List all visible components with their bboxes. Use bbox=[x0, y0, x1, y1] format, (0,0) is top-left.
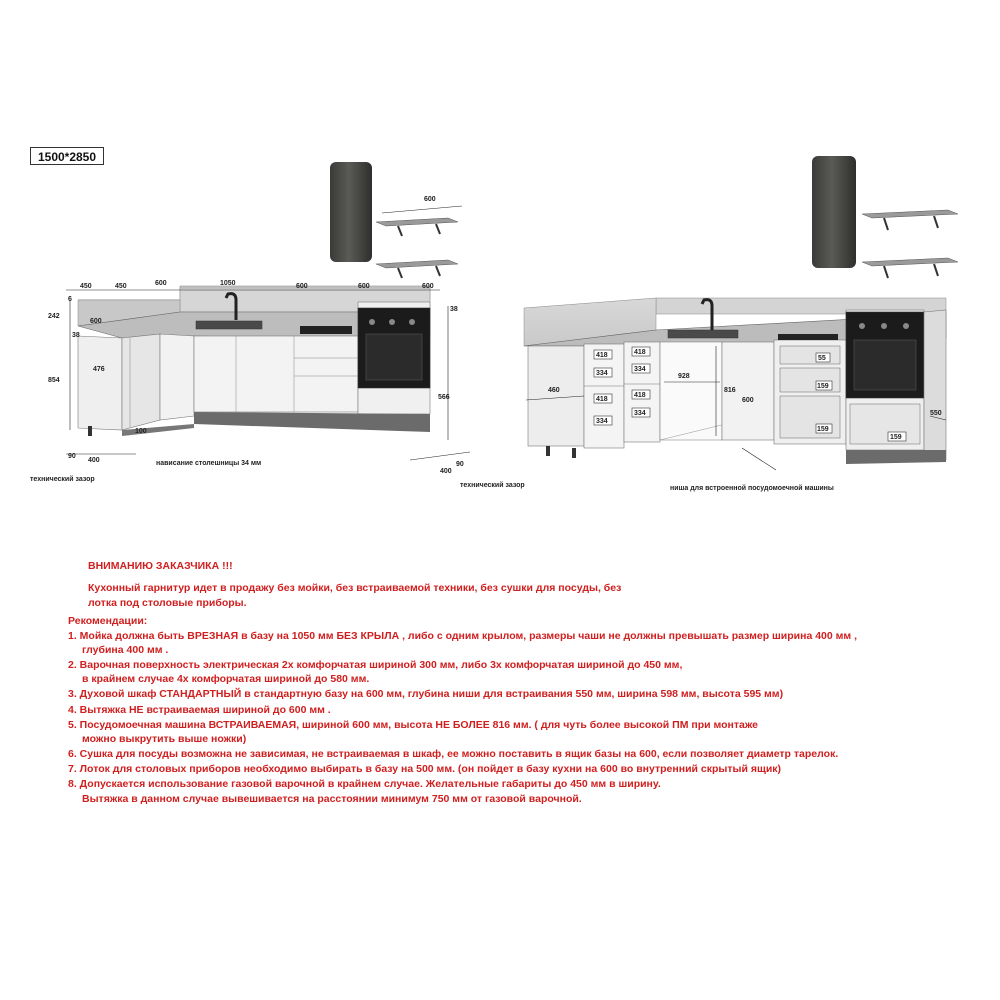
dim-side: 100 bbox=[135, 428, 147, 435]
range-hood bbox=[812, 156, 856, 268]
dim-left-depth: 460 bbox=[548, 387, 560, 394]
cooktop bbox=[300, 326, 352, 334]
dim-drawer-height: 159 bbox=[817, 383, 829, 390]
dim-top: 1050 bbox=[220, 280, 236, 287]
recommendation-item: 8. Допускается использование газовой варочной в крайнем случае. Желательные габариты до 450 мм в ширину. bbox=[68, 778, 661, 790]
recommendation-item: можно выкрутить выше ножки) bbox=[82, 733, 247, 745]
wall-shelf-upper bbox=[862, 210, 958, 230]
dim-top: 600 bbox=[296, 283, 308, 290]
recommendation-item: 3. Духовой шкаф СТАНДАРТНЫЙ в стандартную базу на 600 мм, глубина ниши для встраивания 550 мм, ширина 598 мм, высота 595 мм) bbox=[68, 688, 784, 700]
recommendations-title: Рекомендации: bbox=[68, 615, 148, 627]
label-tech-gap-right: технический зазор bbox=[460, 482, 525, 489]
drawer bbox=[780, 346, 840, 364]
dim-side: 854 bbox=[48, 377, 60, 384]
left-kitchen-view bbox=[30, 162, 525, 489]
attention-line: лотка под столовые приборы. bbox=[88, 597, 247, 609]
oven-window bbox=[366, 334, 422, 380]
recommendation-item: 7. Лоток для столовых приборов необходимо выбирать в базу на 500 мм. (он пойдет в базу кухни на 600 во внутренний скрытый ящик) bbox=[68, 763, 782, 775]
sink bbox=[668, 330, 738, 338]
lower-drawer bbox=[850, 404, 920, 444]
dim-niche-height: 816 bbox=[724, 387, 736, 394]
recommendation-item: 2. Варочная поверхность электрическая 2х комфорчатая шириной 300 мм, либо 3х комфорчатая шириной до 450 мм, bbox=[68, 659, 683, 671]
plinth bbox=[194, 412, 430, 432]
label-overhang: нависание столешницы 34 мм bbox=[156, 460, 262, 467]
size-label: 1500*2850 bbox=[30, 147, 104, 165]
base-run bbox=[194, 336, 358, 412]
dim-side: 600 bbox=[90, 318, 102, 325]
dim-drawer: 334 bbox=[634, 366, 646, 373]
oven-knob bbox=[881, 323, 887, 329]
dim-niche-depth: 600 bbox=[742, 397, 754, 404]
dim-top: 450 bbox=[115, 283, 127, 290]
dim-drawer: 334 bbox=[596, 370, 608, 377]
label-niche: ниша для встроенной посудомоечной машины bbox=[670, 485, 834, 492]
leg bbox=[572, 448, 576, 458]
dim-right: 38 bbox=[450, 306, 458, 313]
dim-side: 476 bbox=[93, 366, 105, 373]
cooktop bbox=[778, 334, 838, 340]
recommendation-item: Вытяжка в данном случае вывешивается на расстоянии минимум 750 мм от газовой варочной. bbox=[82, 793, 582, 805]
attention-title: ВНИМАНИЮ ЗАКАЗЧИКА !!! bbox=[88, 560, 233, 572]
dim-drawer: 418 bbox=[634, 392, 646, 399]
dim-drawer: 334 bbox=[596, 418, 608, 425]
corner-side bbox=[122, 334, 160, 430]
dim-drawer: 418 bbox=[634, 349, 646, 356]
range-hood bbox=[330, 162, 372, 262]
corner-cabinet bbox=[78, 336, 122, 430]
dim-top: 450 bbox=[80, 283, 92, 290]
oven-knob bbox=[409, 319, 415, 325]
attention-line: Кухонный гарнитур идет в продажу без мойки, без встраиваемой техники, без сушки для посуды, без bbox=[88, 582, 622, 594]
dim-drawer: 418 bbox=[596, 352, 608, 359]
wall-shelf-lower bbox=[376, 260, 458, 278]
sink bbox=[196, 321, 262, 329]
wall-shelf-upper bbox=[376, 218, 458, 236]
plinth bbox=[846, 450, 946, 464]
corner-front bbox=[160, 334, 194, 420]
dim-top: 600 bbox=[422, 283, 434, 290]
dim-top: 600 bbox=[155, 280, 167, 287]
dim-shelf: 600 bbox=[424, 196, 436, 203]
oven-knob bbox=[903, 323, 909, 329]
dim-top: 600 bbox=[358, 283, 370, 290]
dim-drawer-height: 55 bbox=[818, 355, 826, 362]
leg bbox=[88, 426, 92, 436]
dishwasher-niche bbox=[660, 342, 722, 440]
dim-niche-width: 928 bbox=[678, 373, 690, 380]
oven-window bbox=[854, 340, 916, 390]
label-tech-gap-left: технический зазор bbox=[30, 476, 95, 483]
right-kitchen-view bbox=[524, 156, 958, 492]
dim-bottom: 400 bbox=[88, 457, 100, 464]
recommendation-item: глубина 400 мм . bbox=[82, 644, 169, 656]
wall-shelf-lower bbox=[862, 258, 958, 278]
leg bbox=[546, 446, 550, 456]
oven-knob bbox=[389, 319, 395, 325]
dim-side: 6 bbox=[68, 296, 72, 303]
recommendation-item: 1. Мойка должна быть ВРЕЗНАЯ в базу на 1050 мм БЕЗ КРЫЛА , либо с одним крылом, размеры чаши не должны превышать размер ширина 400 мм , bbox=[68, 630, 858, 642]
recommendation-item: 5. Посудомоечная машина ВСТРАИВАЕМАЯ, шириной 600 мм, высота НЕ БОЛЕЕ 816 мм. ( для чуть более высокой ПМ при монтаже bbox=[68, 719, 758, 731]
oven-knob bbox=[369, 319, 375, 325]
recommendation-item: 6. Сушка для посуды возможна не зависимая, не встраиваемая в шкаф, ее можно поставить в ящик базы на 600, если позволяет диаметр тарелок. bbox=[68, 748, 839, 760]
dim-bottom: 90 bbox=[68, 453, 76, 460]
dim-drawer: 334 bbox=[634, 410, 646, 417]
recommendation-item: в крайнем случае 4х комфорчатая шириной до 580 мм. bbox=[82, 673, 370, 685]
dim-side: 38 bbox=[72, 332, 80, 339]
dim-drawer-height: 159 bbox=[817, 426, 829, 433]
dim-bottom: 400 bbox=[440, 468, 452, 475]
dim-drawer: 418 bbox=[596, 396, 608, 403]
oven-knob bbox=[859, 323, 865, 329]
dim-side: 242 bbox=[48, 313, 60, 320]
dim-right: 566 bbox=[438, 394, 450, 401]
dim-right-depth: 550 bbox=[930, 410, 942, 417]
recommendation-item: 4. Вытяжка НЕ встраиваемая шириной до 600 мм . bbox=[68, 704, 331, 716]
dim-bottom: 90 bbox=[456, 461, 464, 468]
corner-carcass bbox=[528, 346, 584, 446]
dim-drawer-height: 159 bbox=[890, 434, 902, 441]
side-panel bbox=[924, 310, 946, 460]
